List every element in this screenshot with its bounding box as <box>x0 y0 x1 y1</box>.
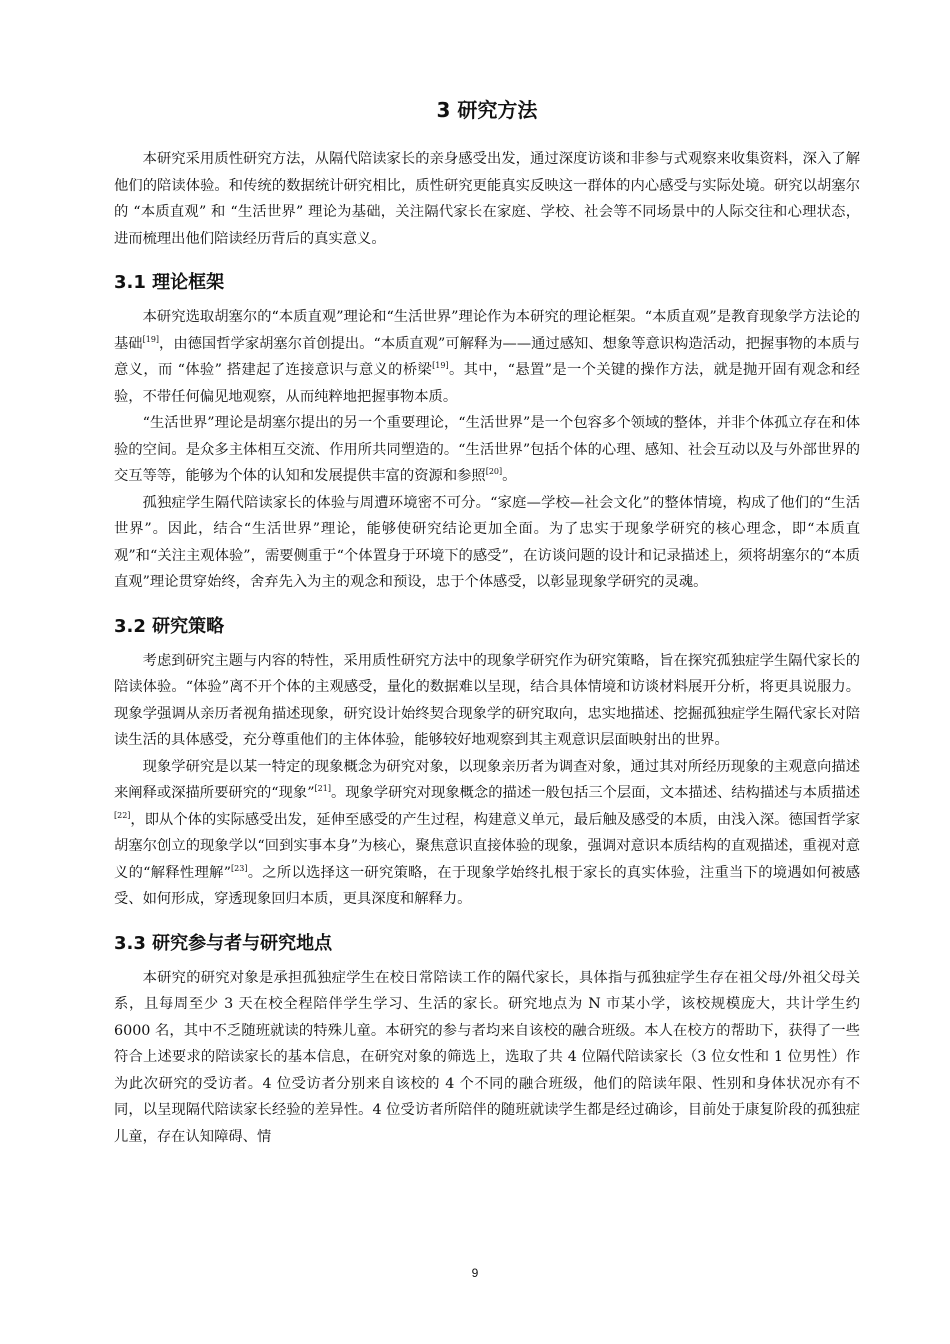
section-3-1-paragraph-1 <box>114 304 860 410</box>
citation: [21] <box>314 784 331 794</box>
citation: [20] <box>485 467 503 477</box>
text-run: 现象学研究是以某一特定的现象概念为研究对象，以现象亲历者为调查对象，通过其对所经历现象的主观意向描述来阐释或深描所要研究的“现象” <box>114 758 860 801</box>
section-3-1-paragraph-2 <box>114 410 860 490</box>
section-3-3-title: 3.3 研究参与者与研究地点 <box>114 932 333 954</box>
chapter-title: 3 研究方法 <box>436 98 538 122</box>
text-run: 。之所以选择这一研究策略，在于现象学始终扎根于家长的真实体验，注重当下的境遇如何被感受、如何形成，穿透现象回归本质，更具深度和解释力。 <box>114 864 861 907</box>
citation: [19] <box>432 361 449 371</box>
page-number: 9 <box>471 1266 479 1280</box>
citation: [23] <box>231 863 248 873</box>
section-3-1-title: 3.1 理论框架 <box>114 272 225 293</box>
text-run: 本研究选取胡塞尔的“本质直观”理论和“生活世界”理论作为本研究的理论框架。“本质直观”是教育现象学方法论的基础 <box>114 309 860 352</box>
section-3-2-title: 3.2 研究策略 <box>114 615 225 637</box>
page-body <box>114 96 860 1150</box>
text-run: 。其中，“悬置”是一个关键的操作方法，就是抛开固有观念和经验，不带任何偏见地观察，从而纯粹地把握事物本质。 <box>114 362 860 405</box>
text-run: 。现象学研究对现象概念的描述一般包括三个层面，文本描述、结构描述与本质描述 <box>330 785 860 801</box>
section-3-1-paragraph-3: 孤独症学生隔代陪读家长的体验与周遭环境密不可分。“家庭—学校—社会文化”的整体情境，构成了他们的“生活世界”。因此，结合“生活世界”理论，能够使研究结论更加全面。为了忠实于现象学研究的核心理念，即“本质直观”和“关注主观体验”，需要侧重于“个体置身于环境下的感受”，在访谈问题的设计和记录描述上，须将胡塞尔的“本质直观”理论贯穿始终，舍弃先入为主的观念和预设，忠于个体感受，以彰显现象学研究的灵魂。 <box>114 494 860 590</box>
intro-paragraph: 本研究采用质性研究方法，从隔代陪读家长的亲身感受出发，通过深度访谈和非参与式观察来收集资料，深入了解他们的陪读体验。和传统的数据统计研究相比，质性研究更能真实反映这一群体的内心感受与实际处境。研究以胡塞尔的 “本质直观” 和 “生活世界” 理论为基础，关注隔代家长在家庭、学校、社会等不同场景中的人际交往和心理状态，进而梳理出他们陪读经历背后的真实意义。 <box>114 151 860 247</box>
text-run: ，由德国哲学家胡塞尔首创提出。“本质直观”可解释为——通过感知、想象等意识构造活动，把握事物的本质与意义，而 “体验” 搭建起了连接意识与意义的桥梁 <box>114 335 860 378</box>
citation: [19] <box>142 334 160 344</box>
section-3-2-paragraph-2 <box>114 754 860 913</box>
text-run: ，即从个体的实际感受出发，延伸至感受的产生过程，构建意义单元，最后触及感受的本质，由浅入深。德国哲学家胡塞尔创立的现象学以“回到实事本身”为核心，聚焦意识直接体验的现象，强调对意识本质结构的直观描述，重视对意义的“解释性理解” <box>114 811 860 881</box>
section-3-3-paragraph-1: 本研究的研究对象是承担孤独症学生在校日常陪读工作的隔代家长，具体指与孤独症学生存在祖父母/外祖父母关系，且每周至少 3 天在校全程陪伴学生学习、生活的家长。研究地点为 N 市某小学，该校规模庞大，共计学生约 6000 名，其中不乏随班就读的特殊儿童。本研究的参与者均来自该校的融合班级。本人在校方的帮助下，获得了一些符合上述要求的陪读家长的基本信息，在研究对象的筛选上，选取了共 4 位隔代陪读家长（3 位女性和 1 位男性）作为此次研究的受访者。4 位受访者分别来自该校的 4 个不同的融合班级，他们的陪读年限、性别和身体状况亦有不同，以呈现隔代陪读家长经验的差异性。4 位受访者所陪伴的随班就读学生都是经过确诊，目前处于康复阶段的孤独症儿童，存在认知障碍、情 <box>114 969 860 1145</box>
citation: [22] <box>114 810 131 820</box>
text-run: “生活世界”理论是胡塞尔提出的另一个重要理论，“生活世界”是一个包容多个领域的整体，并非个体孤立存在和体验的空间。是众多主体相互交流、作用所共同塑造的。“生活世界”包括个体的心理、感知、社会互动以及与外部世界的交互等等，能够为个体的认知和发展提供丰富的资源和参照 <box>114 415 860 484</box>
section-3-2-paragraph-1: 考虑到研究主题与内容的特性，采用质性研究方法中的现象学研究作为研究策略，旨在探究孤独症学生隔代家长的陪读体验。“体验”离不开个体的主观感受，量化的数据难以呈现，结合具体情境和访谈材料展开分析，将更具说服力。现象学强调从亲历者视角描述现象，研究设计始终契合现象学的研究取向，忠实地描述、挖掘孤独症学生隔代家长对陪读生活的具体感受，充分尊重他们的主体体验，能够较好地观察到其主观意识层面映射出的世界。 <box>114 652 860 748</box>
text-run: 。 <box>502 468 517 484</box>
